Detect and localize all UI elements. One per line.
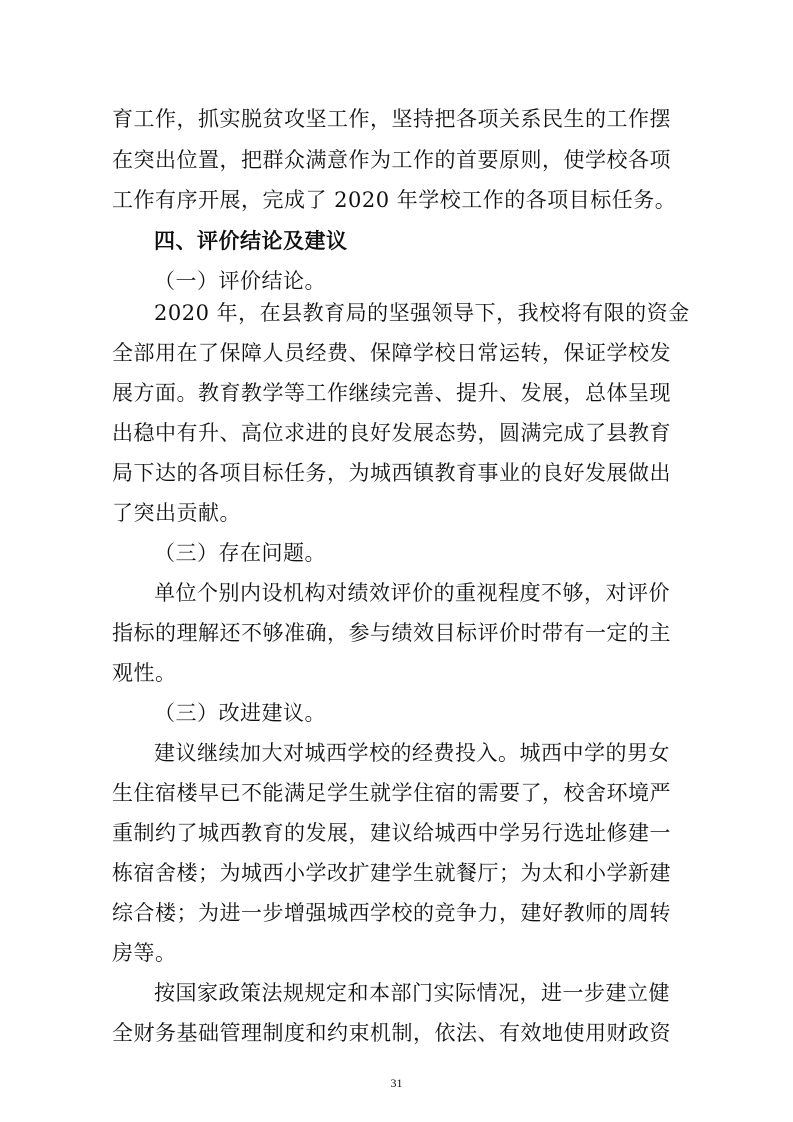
paragraph-line: 全部用在了保障人员经费、保障学校日常运转，保证学校发 bbox=[112, 341, 671, 365]
paragraph-line: 指标的理解还不够准确，参与绩效目标评价时带有一定的主 bbox=[112, 621, 671, 645]
paragraph-line: 在突出位置，把群众满意作为工作的首要原则，使学校各项 bbox=[112, 148, 671, 172]
page-number: 31 bbox=[390, 1076, 403, 1090]
subsection-heading: （一）评价结论。 bbox=[154, 269, 326, 293]
paragraph-line: 局下达的各项目标任务，为城西镇教育事业的良好发展做出 bbox=[112, 461, 671, 485]
paragraph-line: 房等。 bbox=[112, 941, 177, 965]
paragraph-line: 建议继续加大对城西学校的经费投入。城西中学的男女 bbox=[154, 741, 670, 765]
paragraph-line: 全财务基础管理制度和约束机制，依法、有效地使用财政资 bbox=[112, 1021, 671, 1045]
paragraph-line: 出稳中有升、高位求进的良好发展态势，圆满完成了县教育 bbox=[112, 421, 671, 445]
paragraph-line: 重制约了城西教育的发展，建议给城西中学另行选址修建一 bbox=[112, 821, 671, 845]
subsection-heading: （三）改进建议。 bbox=[154, 701, 326, 725]
subsection-heading: （三）存在问题。 bbox=[154, 541, 326, 565]
paragraph-line: 观性。 bbox=[112, 661, 177, 685]
paragraph-line: 2020 年，在县教育局的坚强领导下，我校将有限的资金 bbox=[154, 301, 690, 325]
section-heading: 四、评价结论及建议 bbox=[154, 229, 348, 253]
paragraph-line: 栋宿舍楼；为城西小学改扩建学生就餐厅；为太和小学新建 bbox=[112, 861, 671, 885]
paragraph-line: 生住宿楼早已不能满足学生就学住宿的需要了，校舍环境严 bbox=[112, 781, 671, 805]
paragraph-line: 单位个别内设机构对绩效评价的重视程度不够，对评价 bbox=[154, 581, 670, 605]
paragraph-line: 工作有序开展，完成了 2020 年学校工作的各项目标任务。 bbox=[112, 188, 677, 212]
paragraph-line: 展方面。教育教学等工作继续完善、提升、发展，总体呈现 bbox=[112, 381, 671, 405]
paragraph-line: 育工作，抓实脱贫攻坚工作，坚持把各项关系民生的工作摆 bbox=[112, 107, 671, 131]
paragraph-line: 综合楼；为进一步增强城西学校的竞争力，建好教师的周转 bbox=[112, 901, 671, 925]
paragraph-line: 按国家政策法规规定和本部门实际情况，进一步建立健 bbox=[154, 981, 670, 1005]
paragraph-line: 了突出贡献。 bbox=[112, 501, 241, 525]
